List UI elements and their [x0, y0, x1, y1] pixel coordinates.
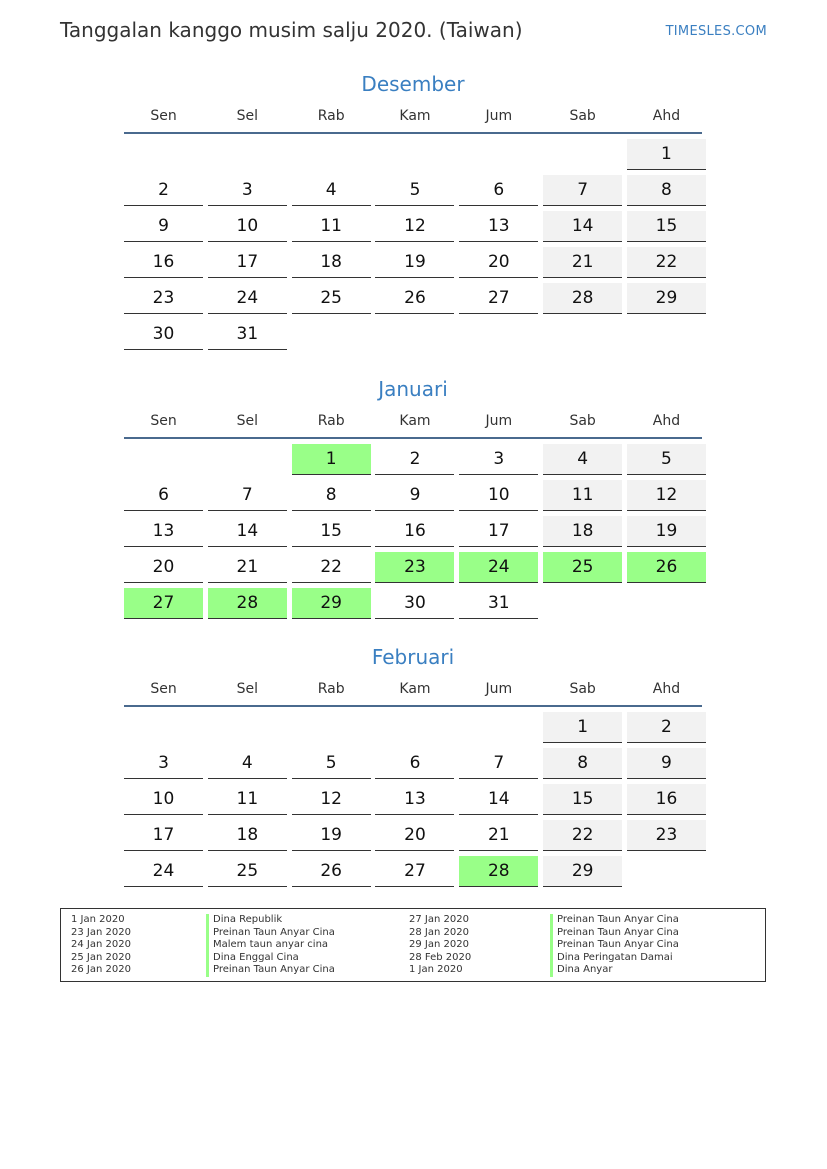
day-cell: 12 — [292, 784, 371, 815]
day-cell: 5 — [375, 175, 454, 206]
month-februari — [124, 643, 702, 888]
weekday-header — [124, 411, 702, 439]
legend-dates-2 — [409, 914, 471, 977]
day-cell: 14 — [208, 516, 287, 547]
weekday-label: Sel — [236, 413, 259, 429]
holiday-name: Dina Anyar — [550, 964, 679, 977]
day-cell: 10 — [208, 211, 287, 242]
holiday-date: 28 Jan 2020 — [409, 926, 469, 938]
day-cell: 4 — [292, 175, 371, 206]
day-cell: 7 — [459, 748, 538, 779]
empty-cell — [208, 139, 287, 169]
month-title: Februari — [371, 645, 455, 669]
weekend-day-cell: 15 — [627, 211, 706, 242]
weekend-day-cell: 4 — [543, 444, 622, 475]
holiday-name: Preinan Taun Anyar Cina — [206, 964, 335, 977]
day-cell: 16 — [124, 247, 203, 278]
month-title: Desember — [361, 72, 465, 96]
day-cell: 6 — [459, 175, 538, 206]
holiday-legend — [60, 908, 766, 982]
holiday-day-cell: 1 — [292, 444, 371, 475]
weekend-day-cell: 21 — [543, 247, 622, 278]
day-cell: 24 — [208, 283, 287, 314]
day-grid — [124, 444, 702, 620]
empty-cell — [124, 139, 203, 169]
day-cell: 13 — [124, 516, 203, 547]
weekend-day-cell: 29 — [543, 856, 622, 887]
weekday-label: Sen — [150, 108, 177, 124]
weekend-day-cell: 15 — [543, 784, 622, 815]
day-cell: 21 — [459, 820, 538, 851]
day-cell: 31 — [208, 319, 287, 350]
weekday-label: Kam — [399, 108, 431, 124]
holiday-date: 23 Jan 2020 — [71, 926, 131, 938]
empty-cell — [459, 712, 538, 742]
day-cell: 5 — [292, 748, 371, 779]
month-januari — [124, 375, 702, 620]
month-title: Januari — [378, 377, 448, 401]
weekend-day-cell: 19 — [627, 516, 706, 547]
weekend-day-cell: 11 — [543, 480, 622, 511]
day-cell: 7 — [208, 480, 287, 511]
weekday-label: Sel — [236, 681, 259, 697]
day-cell: 6 — [375, 748, 454, 779]
legend-names-1 — [206, 914, 335, 977]
weekday-label: Sab — [569, 108, 596, 124]
holiday-date: 28 Feb 2020 — [409, 951, 472, 963]
weekday-label: Sen — [150, 681, 177, 697]
weekend-day-cell: 28 — [543, 283, 622, 314]
day-cell: 9 — [124, 211, 203, 242]
day-cell: 30 — [375, 588, 454, 619]
page-title: Tanggalan kanggo musim salju 2020. (Taiwan) — [60, 18, 523, 42]
holiday-date: 24 Jan 2020 — [71, 939, 131, 950]
weekend-day-cell: 16 — [627, 784, 706, 815]
day-cell: 14 — [459, 784, 538, 815]
holiday-name: Dina Peringatan Damai — [550, 952, 679, 965]
day-cell: 2 — [124, 175, 203, 206]
holiday-date: 1 Jan 2020 — [409, 964, 463, 975]
weekday-label: Jum — [485, 108, 513, 124]
weekday-label: Kam — [399, 413, 431, 429]
day-cell: 26 — [375, 283, 454, 314]
holiday-day-cell: 23 — [375, 552, 454, 583]
weekend-day-cell: 1 — [543, 712, 622, 743]
day-cell: 10 — [459, 480, 538, 511]
legend-dates-1 — [71, 914, 131, 977]
day-cell: 20 — [459, 247, 538, 278]
weekend-day-cell: 22 — [627, 247, 706, 278]
day-cell: 18 — [208, 820, 287, 851]
day-cell: 17 — [124, 820, 203, 851]
day-cell: 17 — [459, 516, 538, 547]
weekday-label: Rab — [317, 108, 345, 124]
holiday-name: Preinan Taun Anyar Cina — [550, 914, 679, 927]
empty-cell — [292, 712, 371, 742]
day-cell: 17 — [208, 247, 287, 278]
weekday-header — [124, 679, 702, 707]
month-desember — [124, 70, 702, 351]
weekday-label: Sab — [569, 681, 596, 697]
empty-cell — [459, 139, 538, 169]
day-cell: 21 — [208, 552, 287, 583]
weekday-label: Jum — [485, 413, 513, 429]
weekend-day-cell: 1 — [627, 139, 706, 170]
holiday-day-cell: 27 — [124, 588, 203, 619]
day-cell: 23 — [124, 283, 203, 314]
holiday-day-cell: 24 — [459, 552, 538, 583]
day-cell: 3 — [208, 175, 287, 206]
weekday-label: Sab — [569, 413, 596, 429]
weekend-day-cell: 8 — [627, 175, 706, 206]
day-cell: 22 — [292, 552, 371, 583]
weekday-label: Sen — [150, 413, 177, 429]
empty-cell — [208, 444, 287, 474]
weekend-day-cell: 29 — [627, 283, 706, 314]
weekend-day-cell: 23 — [627, 820, 706, 851]
site-link[interactable]: TIMESLES.COM — [665, 24, 767, 39]
empty-cell — [124, 712, 203, 742]
day-cell: 8 — [292, 480, 371, 511]
holiday-date: 27 Jan 2020 — [409, 914, 469, 925]
holiday-day-cell: 26 — [627, 552, 706, 583]
weekday-header — [124, 106, 702, 134]
holiday-date: 1 Jan 2020 — [71, 914, 125, 925]
day-cell: 11 — [208, 784, 287, 815]
day-grid — [124, 712, 702, 888]
day-cell: 24 — [124, 856, 203, 887]
empty-cell — [543, 139, 622, 169]
weekday-label: Rab — [317, 413, 345, 429]
day-cell: 9 — [375, 480, 454, 511]
day-cell: 15 — [292, 516, 371, 547]
day-cell: 2 — [375, 444, 454, 475]
weekday-label: Sel — [236, 108, 259, 124]
day-cell: 19 — [292, 820, 371, 851]
day-cell: 12 — [375, 211, 454, 242]
holiday-day-cell: 28 — [459, 856, 538, 887]
weekday-label: Ahd — [652, 108, 681, 124]
empty-cell — [208, 712, 287, 742]
holiday-name: Malem taun anyar cina — [206, 939, 335, 952]
day-cell: 26 — [292, 856, 371, 887]
holiday-date: 25 Jan 2020 — [71, 951, 131, 963]
empty-cell — [375, 712, 454, 742]
weekend-day-cell: 8 — [543, 748, 622, 779]
weekend-day-cell: 5 — [627, 444, 706, 475]
holiday-name: Preinan Taun Anyar Cina — [206, 927, 335, 940]
day-cell: 13 — [459, 211, 538, 242]
weekday-label: Rab — [317, 681, 345, 697]
day-cell: 10 — [124, 784, 203, 815]
day-cell: 3 — [459, 444, 538, 475]
holiday-date: 29 Jan 2020 — [409, 939, 469, 950]
day-cell: 20 — [124, 552, 203, 583]
day-cell: 31 — [459, 588, 538, 619]
weekend-day-cell: 7 — [543, 175, 622, 206]
weekend-day-cell: 18 — [543, 516, 622, 547]
weekend-day-cell: 2 — [627, 712, 706, 743]
holiday-day-cell: 29 — [292, 588, 371, 619]
weekday-label: Jum — [485, 681, 513, 697]
day-cell: 27 — [375, 856, 454, 887]
day-cell: 16 — [375, 516, 454, 547]
day-cell: 27 — [459, 283, 538, 314]
empty-cell — [375, 139, 454, 169]
weekend-day-cell: 14 — [543, 211, 622, 242]
weekend-day-cell: 9 — [627, 748, 706, 779]
weekend-day-cell: 22 — [543, 820, 622, 851]
holiday-name: Dina Enggal Cina — [206, 952, 335, 965]
empty-cell — [292, 139, 371, 169]
holiday-day-cell: 28 — [208, 588, 287, 619]
holiday-day-cell: 25 — [543, 552, 622, 583]
day-cell: 4 — [208, 748, 287, 779]
holiday-name: Preinan Taun Anyar Cina — [550, 927, 679, 940]
day-cell: 18 — [292, 247, 371, 278]
day-cell: 3 — [124, 748, 203, 779]
holiday-date: 26 Jan 2020 — [71, 964, 131, 975]
weekday-label: Kam — [399, 681, 431, 697]
day-cell: 6 — [124, 480, 203, 511]
weekend-day-cell: 12 — [627, 480, 706, 511]
day-cell: 25 — [208, 856, 287, 887]
day-cell: 19 — [375, 247, 454, 278]
day-cell: 13 — [375, 784, 454, 815]
day-cell: 25 — [292, 283, 371, 314]
day-cell: 20 — [375, 820, 454, 851]
day-grid — [124, 139, 702, 351]
holiday-name: Dina Republik — [206, 914, 335, 927]
weekday-label: Ahd — [652, 681, 681, 697]
day-cell: 11 — [292, 211, 371, 242]
empty-cell — [124, 444, 203, 474]
holiday-name: Preinan Taun Anyar Cina — [550, 939, 679, 952]
day-cell: 30 — [124, 319, 203, 350]
legend-names-2 — [550, 914, 679, 977]
weekday-label: Ahd — [652, 413, 681, 429]
